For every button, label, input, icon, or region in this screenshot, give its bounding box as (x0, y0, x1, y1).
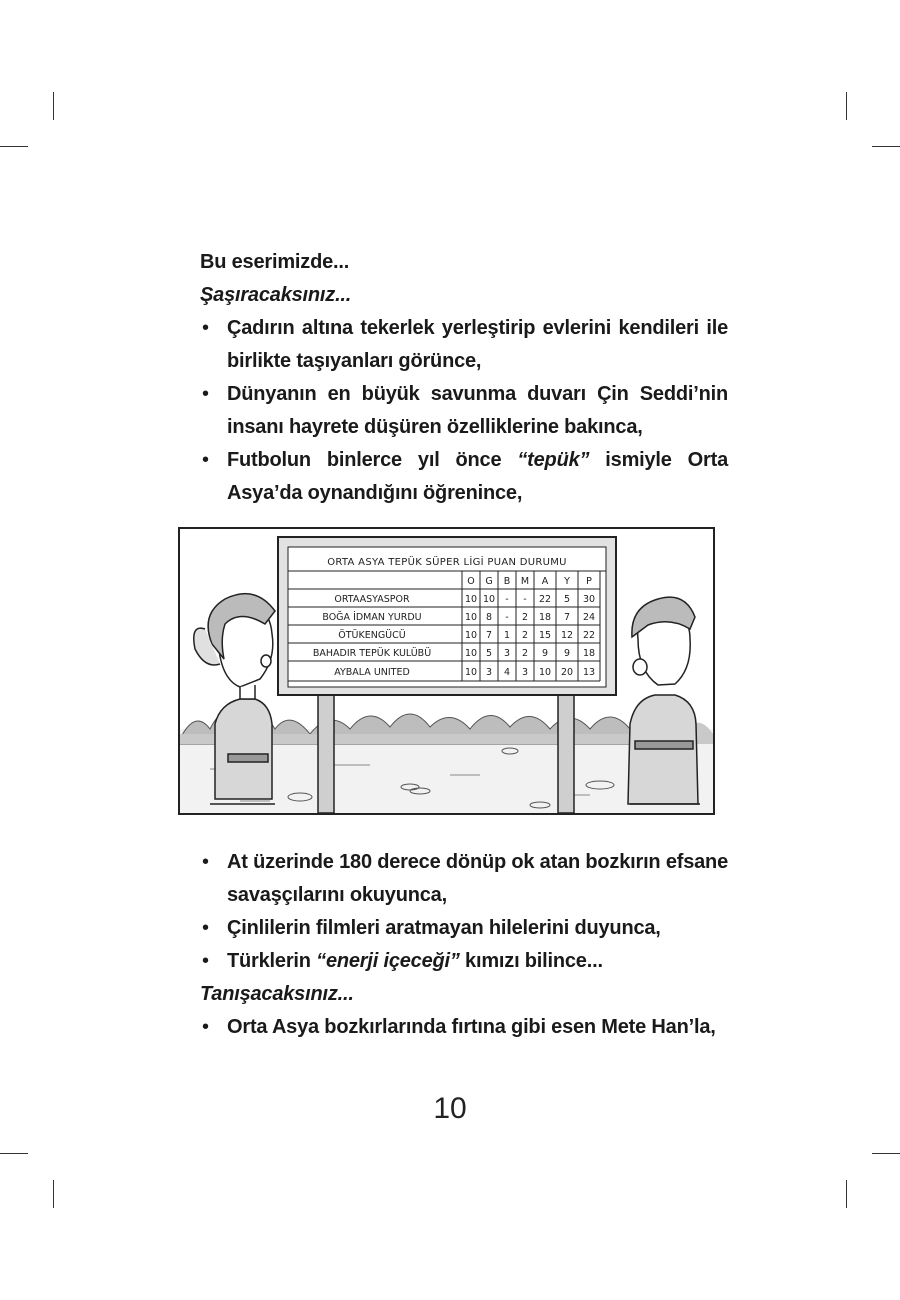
lower-text (200, 846, 728, 1044)
column-header: M (520, 576, 530, 587)
table-cell: 10 (482, 594, 496, 605)
crop-mark (0, 146, 28, 147)
table-cell: 10 (464, 594, 478, 605)
table-cell: 10 (464, 648, 478, 659)
list-item: • At üzerinde 180 derece dönüp ok atan bozkırın efsane savaşçılarını okuyunca, (200, 846, 728, 912)
bullet-list-1 (200, 312, 728, 510)
page-number: 10 (433, 1092, 467, 1125)
crop-mark (846, 92, 847, 120)
section-heading-meet: Tanışacaksınız... (200, 983, 354, 1005)
table-cell: 3 (485, 667, 493, 678)
table-cell: 7 (563, 612, 571, 623)
crop-mark (872, 1153, 900, 1154)
scoreboard-scene (180, 529, 713, 813)
section-heading-surprise: Şaşıracaksınız... (200, 284, 352, 306)
table-cell: - (505, 612, 509, 623)
emphasis-term: “enerji içeceği” (316, 950, 460, 972)
table-cell: 1 (503, 630, 511, 641)
intro-line: Bu eserimizde... (200, 251, 350, 273)
cartoon-illustration (178, 527, 715, 815)
bullet-list-2 (200, 846, 728, 978)
list-item: • Futbolun binlerce yıl önce “tepük” ismiyle Orta Asya’da oynandığını öğrenince, (200, 444, 728, 510)
column-header: Y (564, 576, 570, 587)
table-cell: 2 (521, 648, 529, 659)
table-cell: 10 (464, 667, 478, 678)
table-cell: 5 (485, 648, 493, 659)
table-cell: 10 (538, 667, 552, 678)
column-header: P (586, 576, 592, 587)
team-name: ORTAASYASPOR (334, 594, 410, 605)
team-name: AYBALA UNITED (334, 667, 410, 678)
table-cell: 2 (521, 612, 529, 623)
list-item: • Türklerin “enerji içeceği” kımızı bilince... (200, 945, 728, 978)
list-item: • Dünyanın en büyük savunma duvarı Çin Seddi’nin insanı hayrete düşüren özelliklerine bakınca, (200, 378, 728, 444)
table-cell: 5 (563, 594, 571, 605)
table-cell: 3 (521, 667, 529, 678)
table-cell: 30 (582, 594, 596, 605)
upper-text (200, 246, 728, 510)
crop-mark (53, 1180, 54, 1208)
list-item: • Çinlilerin filmleri aratmayan hilelerini duyunca, (200, 912, 728, 945)
table-cell: 15 (538, 630, 552, 641)
table-cell: 4 (503, 667, 511, 678)
table-cell: 18 (538, 612, 552, 623)
table-cell: - (505, 594, 509, 605)
table-cell: 18 (582, 648, 596, 659)
table-cell: 13 (582, 667, 596, 678)
list-item: • Çadırın altına tekerlek yerleştirip evlerini kendileri ile birlikte taşıyanları görünce, (200, 312, 728, 378)
column-header: B (503, 576, 511, 587)
table-cell: 9 (563, 648, 571, 659)
column-header: A (541, 576, 549, 587)
table-cell: 9 (541, 648, 549, 659)
table-cell: 2 (521, 630, 529, 641)
team-name: BOĞA İDMAN YURDU (322, 612, 422, 623)
table-cell: 3 (503, 648, 511, 659)
right-character (628, 597, 700, 804)
table-cell: 24 (582, 612, 596, 623)
column-header: O (467, 576, 475, 587)
team-name: ÖTÜKENGÜCÜ (338, 630, 406, 641)
table-cell: 10 (464, 630, 478, 641)
crop-mark (53, 92, 54, 120)
table-cell: 10 (464, 612, 478, 623)
column-header: G (485, 576, 493, 587)
list-item: • Orta Asya bozkırlarında fırtına gibi esen Mete Han’la, (200, 1011, 728, 1044)
table-cell: 22 (582, 630, 596, 641)
crop-mark (872, 146, 900, 147)
table-cell: 12 (560, 630, 574, 641)
table-cell: 8 (485, 612, 493, 623)
crop-mark (0, 1153, 28, 1154)
team-name: BAHADIR TEPÜK KULÜBÜ (312, 648, 432, 659)
table-cell: - (523, 594, 527, 605)
crop-mark (846, 1180, 847, 1208)
emphasis-term: “tepük” (517, 449, 590, 471)
table-cell: 22 (538, 594, 552, 605)
bullet-list-3 (200, 1011, 728, 1044)
table-cell: 7 (485, 630, 493, 641)
board-title: ORTA ASYA TEPÜK SÜPER LİGİ PUAN DURUMU (327, 557, 567, 568)
table-cell: 20 (560, 667, 574, 678)
